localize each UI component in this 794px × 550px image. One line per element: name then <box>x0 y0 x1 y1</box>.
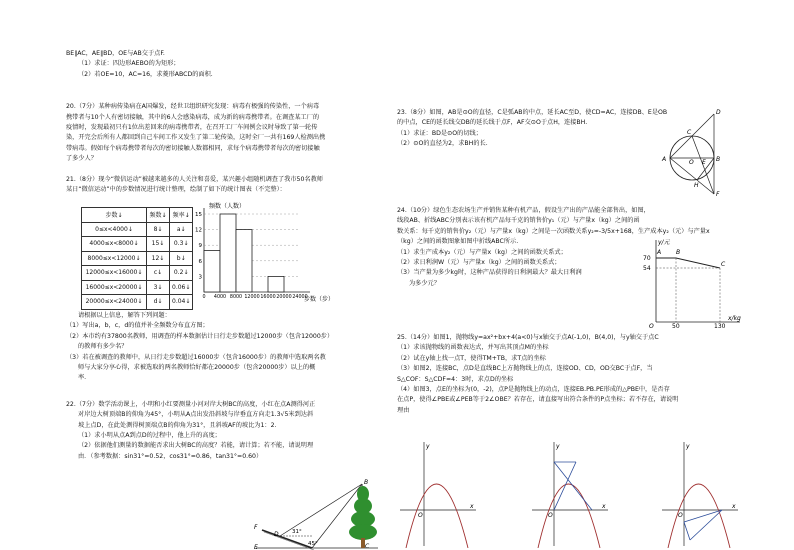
q21-part3-cont2: 率. <box>78 374 87 382</box>
q24-part2: （2）求日利润W（元）与产量x（kg）之间的函数关系式； <box>397 259 561 267</box>
q25-part4: （4）如图3，点E的坐标为(0，-2)，点P是抛物线上的动点，连接EB.PB.PE形成的△PBE中，是否存 <box>397 386 670 394</box>
q21-line1: 21.（8分）现今“微信运动”被越来越多的人关注和喜爱，某兴趣小组随机调查了我市50名教师 <box>66 175 323 183</box>
hist-bar <box>268 276 284 292</box>
q25-fig1-o: O <box>418 512 423 519</box>
q22-line3: 坡上点D，在此处测得树顶端点B的仰角为31°，且斜坡AF的坡比为1：2. <box>78 421 277 429</box>
q22-label-F: F <box>254 524 258 531</box>
q25-fig2-y: y <box>556 443 560 450</box>
histogram-chart <box>192 200 362 308</box>
q22-part2-cont: 由．（参考数据：sin31°=0.52，cos31°=0.86，tan31°=0.60） <box>78 452 263 460</box>
table-cell: 0.04↓ <box>170 295 193 310</box>
q22-part1: （1）求小明从点A到点D的过程中，他上升的高度； <box>78 432 221 440</box>
q20-line2: 携带者与10个人有密切接触，其中的6人会感染病毒，成为新的病毒携带者。在调查某工厂的 <box>66 113 320 121</box>
q25-fig1-x: x <box>470 503 474 510</box>
q24-part3: （3）当产量为多少kg时，这种产品获得的日利润最大？最大日利润 <box>397 269 582 277</box>
q24-line1: 24.（10分）绿色生态农场生产并销售某种有机产品，假设生产出的产品能全部售出，如图， <box>397 207 650 214</box>
hist-y-label: 频数（人数） <box>209 203 246 210</box>
q23-label-C: C <box>687 129 692 136</box>
hist-y-tick: 15 <box>195 212 202 218</box>
q24-figure <box>640 236 744 328</box>
q25-fig3-o: O <box>678 512 683 519</box>
table-row <box>82 251 193 266</box>
q23-figure <box>656 104 736 196</box>
q23-part1: （1）求证：BD是⊙O的切线； <box>397 129 482 137</box>
q24-line2: 线段AB、折线ABC分别表示该有机产品每千克的销售价y₁（元）与产量x（kg）之间的函 <box>397 217 640 225</box>
q21-part2-cont: 的教师有多少名？ <box>78 343 128 351</box>
table-cell: a↓ <box>170 222 193 237</box>
q24-label-C: C <box>721 261 726 268</box>
q23-label-D: D <box>716 109 721 116</box>
q25-fig3-y: y <box>686 443 690 450</box>
q22-label-B: B <box>364 479 369 486</box>
hist-bar <box>236 230 252 292</box>
q25-part3: （3）如图2，连接BC，点D是直线BC上方抛物线上的点，连接OD、CD，OD交BC于点F，当 <box>397 365 653 373</box>
q22-part2: （2）依据他们测量的数据能否求出大树BC的高度？若能，请计算；若不能，请说明理 <box>78 442 314 450</box>
table-cell: 12000≤x<16000↓ <box>82 266 147 281</box>
table-cell: 0.2↓ <box>170 266 193 281</box>
q20-line5: 带病毒。假如每个病毒携带者每次的密切接触人数都相同，求每个病毒携带者每次的密切接触 <box>66 144 320 152</box>
q21-part2: （2）本市约有37800名教师，用调查的样本数据估计日行走步数超过12000步（包含12000步） <box>66 332 334 340</box>
q23-part2: （2）⊙O的直径为2，求BH的长. <box>397 140 488 148</box>
q21-line2: 某日“微信运动”中的步数情况进行统计整理，绘制了如下的统计图表（不完整）： <box>66 186 286 194</box>
table-row <box>82 295 193 310</box>
table-cell: c↓ <box>147 266 170 281</box>
hist-x-label: 步数（步） <box>304 296 335 303</box>
table-cell: 4000≤x<8000↓ <box>82 237 147 252</box>
q23-label-B: B <box>716 156 721 163</box>
hist-x-tick: 16000 <box>260 295 276 300</box>
q24-label-O: O <box>649 323 654 328</box>
q19-part1: （1）求证：四边形AEBO的为矩形； <box>78 60 180 68</box>
hist-x-tick: 12000 <box>244 295 260 300</box>
table-row <box>82 266 193 281</box>
table-cell: 0.3↓ <box>170 237 193 252</box>
hist-x-tick: 24000 <box>292 295 308 300</box>
q24-label-B: B <box>676 249 681 256</box>
hist-x-tick: 4000 <box>213 295 227 300</box>
table-cell: 0≤x<4000↓ <box>82 222 147 237</box>
q22-label-E: E <box>254 544 258 550</box>
q23-label-E: E <box>702 159 706 166</box>
q22-line2: 对岸边大树顶端B的仰角为45°，小明从A点出发沿斜坡与岸垂直方向走1.3√5米到达斜 <box>78 411 314 419</box>
q21-part3-cont: 师与大家分享心得，求被选取的两名教师恰好都在20000步（包含20000步）以上的概 <box>78 364 316 372</box>
q25-line1: 25.（14分）如图1，抛物线y=ax²+bx+4(a<0)与x轴交于点A(-1,0)，B(4,0)，与y轴交于点C <box>397 334 659 341</box>
table-cell: 16000≤x<20000↓ <box>82 280 147 295</box>
table-header-cell: 频数↓ <box>147 208 170 223</box>
table-cell: 12↓ <box>147 251 170 266</box>
q20-line4: 染，开完会后所有人都回到自己车间工作又发生了第二轮传染，这时全厂一共有169人检测出携 <box>66 134 326 142</box>
table-cell: 15↓ <box>147 237 170 252</box>
q24-tick-54: 54 <box>643 265 651 272</box>
q22-line1: 22.（7分）数学活动课上，小明和小红要测量小河对岸大树BC的高度，小红在点A测得河正 <box>66 400 316 408</box>
table-header-cell: 频率↓ <box>170 208 193 223</box>
q19-part2: （2）若OE=10，AC=16，求菱形ABCD的面积. <box>78 70 213 78</box>
q19-line1: BE∥AC，AE∥BD，OE与AB交于点F. <box>66 50 165 57</box>
q21-prompt: 请根据以上信息，解答下列问题： <box>78 312 171 319</box>
q25-fig3-x: x <box>732 503 736 510</box>
table-row <box>82 222 193 237</box>
q25-text <box>397 333 747 416</box>
q25-figure-1 <box>398 440 478 548</box>
q25-part3-cont: S△COF：S△CDF=4：3时，求点D的坐标 <box>397 375 514 383</box>
hist-y-tick: 6 <box>198 258 202 265</box>
table-cell: 20000≤x<24000↓ <box>82 295 147 310</box>
q23-line1: 23.（8分）如图，AB是⊙O的直径，C是弧AB的中点，延长AC至D，使CD=AC，连接DB、E是OB <box>397 109 668 116</box>
q20-line3: 疫情时，发现最初只有1位出差回来的病毒携带者，在召开工厂车间例会议时导致了第一轮传 <box>66 124 318 132</box>
q25-fig1-y: y <box>426 443 430 450</box>
table-cell: 0.06↓ <box>170 280 193 295</box>
q22-figure <box>252 478 380 550</box>
q21-part1: （1）写出a，b，c，d的值并补全频数分布直方图； <box>66 322 209 330</box>
hist-x-tick: 20000 <box>276 295 292 300</box>
q25-fig2-o: O <box>548 512 553 519</box>
table-cell: b↓ <box>170 251 193 266</box>
q24-tick-50: 50 <box>672 323 680 328</box>
q20-line6: 了多少人？ <box>66 155 97 163</box>
q22-angle-31: 31° <box>292 529 302 535</box>
q20-line1: 20.（7分）某种病传染病在A国爆发，经世卫组织研究发现：病毒有极强的传染性，一个病毒 <box>66 103 320 111</box>
hist-x-tick: 8000 <box>229 295 243 300</box>
hist-y-tick: 3 <box>198 274 202 281</box>
frequency-table <box>81 207 193 310</box>
q25-part4-cont2: 理由 <box>397 406 410 414</box>
table-cell: 3↓ <box>147 280 170 295</box>
hist-bar <box>220 214 236 292</box>
q24-line3: 数关系：每千克的销售价y₂（元）与产量x（kg）之间是一次函数关系y₂=-3/5x+168，生产成本y₂（元）与产量x <box>397 227 710 235</box>
table-row <box>82 280 193 295</box>
hist-bar <box>204 250 220 292</box>
q23-text <box>397 108 668 150</box>
hist-x-tick: 0 <box>202 295 206 300</box>
q25-part2: （2）试在y轴上找一点T，使得TM+TB，求T点的坐标 <box>397 354 546 362</box>
table-header-cell: 步数↓ <box>82 208 147 223</box>
q24-x-axis-label: x/kg <box>728 315 741 322</box>
q23-label-O: O <box>689 159 694 166</box>
table-cell: 8↓ <box>147 222 170 237</box>
table-row <box>82 237 193 252</box>
q24-part3-cont: 为多少元？ <box>409 279 440 287</box>
q23-label-A: A <box>662 156 667 163</box>
q24-label-A: A <box>657 249 662 256</box>
table-cell: d↓ <box>147 295 170 310</box>
q24-tick-70: 70 <box>643 255 651 262</box>
q22-label-D: D <box>274 531 279 538</box>
q25-figure-3 <box>660 440 740 548</box>
q23-line2: 的中点，CE的延长线交DB的延长线于点F，AF交⊙O于点H，连接BH. <box>397 119 588 127</box>
q25-part4-cont: 在点P，使得∠PBE或∠PEB等于2∠OBE？若存在，请直接写出符合条件的P点坐标；若不存在，请说明 <box>397 396 679 404</box>
hist-y-tick: 12 <box>195 227 202 234</box>
table-header-row <box>82 208 193 223</box>
q23-label-H: H <box>694 182 699 189</box>
q24-part1: （1）求生产成本y₂（元）与产量x（kg）之间的函数关系式； <box>397 248 567 256</box>
q23-label-F: F <box>716 191 720 196</box>
hist-y-tick: 9 <box>198 243 202 250</box>
q25-figure-2 <box>530 440 610 548</box>
q21-questions <box>66 311 391 462</box>
left-column <box>66 47 391 195</box>
q24-tick-130: 130 <box>714 323 726 328</box>
q22-label-C: C <box>365 543 370 550</box>
q24-line4: （kg）之间的函数图象如图中折线ABC所示. <box>397 238 519 246</box>
q21-part3: （3）若在被调查的教师中，从日行走步数超过16000步（包含16000步）的教师中选取两名教 <box>66 353 326 361</box>
q22-angle-45: 45° <box>308 541 318 547</box>
q25-fig2-x: x <box>602 503 606 510</box>
q25-part1: （1）求该抛物线的函数表达式，并写出其顶点M的坐标 <box>397 344 549 352</box>
q24-y-axis-label: y/元 <box>658 239 670 246</box>
table-cell: 8000≤x<12000↓ <box>82 251 147 266</box>
